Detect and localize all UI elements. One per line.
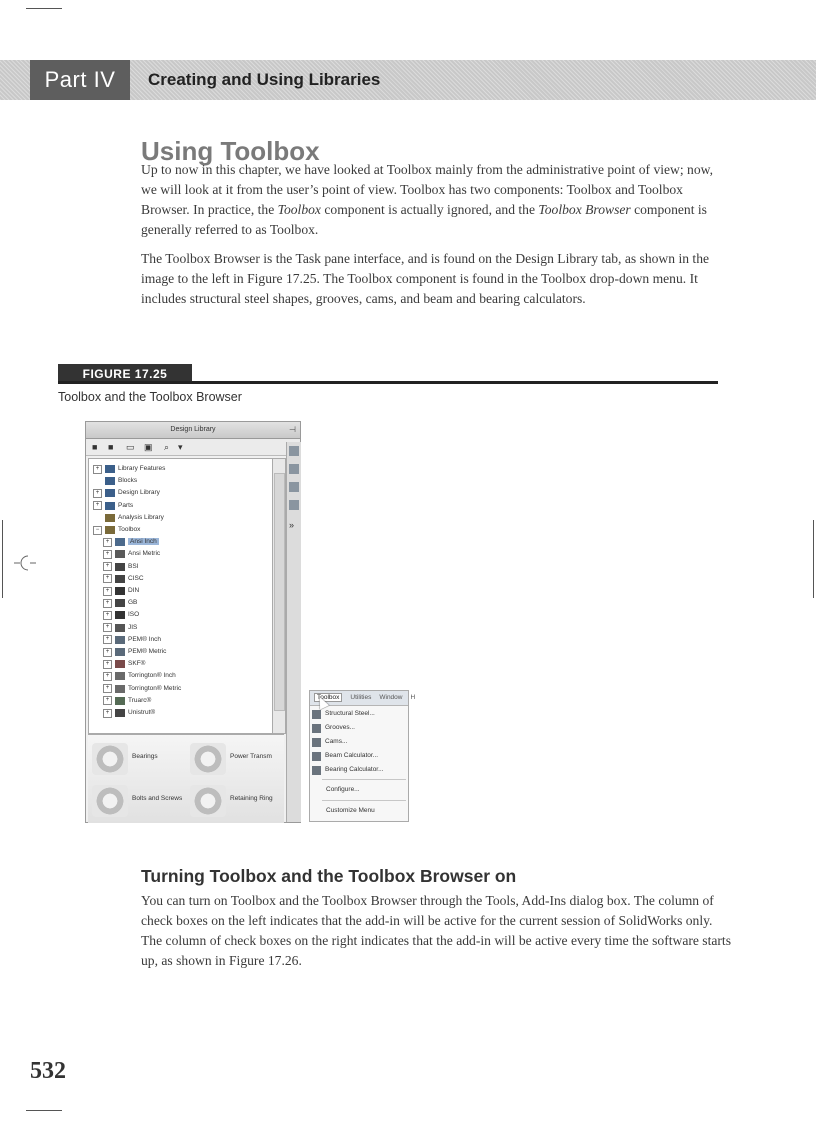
- library-folder-icon: [105, 526, 115, 534]
- library-folder-icon: [115, 575, 125, 583]
- menu-item[interactable]: [312, 722, 406, 734]
- toolbox-menu: [309, 690, 416, 822]
- expand-toggle-icon[interactable]: +: [103, 562, 112, 571]
- expand-toggle-icon[interactable]: +: [103, 648, 112, 657]
- menu-item-label: Configure...: [326, 786, 360, 793]
- tree-item-label: BSI: [128, 562, 139, 570]
- menu-bar-item[interactable]: H: [410, 694, 416, 701]
- expand-toggle-icon[interactable]: +: [93, 489, 102, 498]
- tree-item-label: Torrington® Inch: [128, 672, 176, 680]
- pin-icon[interactable]: ⊣: [289, 425, 296, 434]
- pane-toolbar: [86, 439, 300, 456]
- paragraph-2: The Toolbox Browser is the Task pane interface, and is found on the Design Library tab, as shown in the image to the left in Figure 17.25. The Toolbox component is found in the Toolbox drop-down menu. It includes structural steel shapes, grooves, cams, and beam and bearing calculators.: [141, 251, 710, 306]
- library-folder-icon: [115, 636, 125, 644]
- tree-item[interactable]: [103, 683, 181, 695]
- library-folder-icon: [115, 599, 125, 607]
- search-icon[interactable]: ⌕: [164, 442, 170, 452]
- expand-toggle-icon[interactable]: +: [103, 684, 112, 693]
- tree-item[interactable]: [93, 463, 165, 475]
- tree-item[interactable]: [103, 658, 145, 670]
- expand-toggle-icon[interactable]: +: [103, 696, 112, 705]
- menu-separator: [322, 779, 406, 780]
- tree-item-label: DIN: [128, 587, 140, 594]
- tree-item-label: Design Library: [118, 489, 160, 497]
- library-folder-icon: [105, 514, 115, 522]
- menu-item[interactable]: [326, 805, 420, 817]
- category-thumbnail-icon: [190, 743, 226, 775]
- tree-item-label: Analysis Library: [118, 513, 164, 521]
- menu-item-icon: [312, 752, 321, 761]
- design-library-tab-icon[interactable]: [289, 464, 299, 474]
- menu-item-icon: [312, 766, 321, 775]
- expand-toggle-icon[interactable]: +: [93, 501, 102, 510]
- tree-item[interactable]: [93, 524, 140, 536]
- tree-item[interactable]: [103, 609, 139, 621]
- pane-title-bar: [86, 422, 300, 439]
- category-thumbnail-icon: [190, 785, 226, 817]
- tree-item-label: Ansi Metric: [128, 550, 161, 558]
- expand-toggle-icon[interactable]: +: [103, 672, 112, 681]
- tree-item[interactable]: [93, 500, 133, 512]
- tree-item[interactable]: [103, 646, 166, 658]
- page-number: 532: [30, 1058, 66, 1084]
- expand-toggle-icon[interactable]: +: [103, 599, 112, 608]
- expand-toggle-icon[interactable]: +: [103, 709, 112, 718]
- menu-item-icon: [312, 738, 321, 747]
- tree-item-label: PEM® Metric: [128, 648, 167, 655]
- section-title: Using Toolbox: [141, 136, 320, 166]
- tree-item-label: GB: [128, 599, 138, 607]
- library-folder-icon: [115, 624, 125, 632]
- library-tree: [88, 458, 274, 734]
- tree-item-label: Truarc®: [128, 696, 152, 704]
- scrollbar-thumb[interactable]: [274, 473, 285, 711]
- tree-item-label: PEM® Inch: [128, 635, 161, 643]
- tree-item-label: Library Features: [118, 465, 166, 472]
- tree-item[interactable]: [103, 670, 176, 682]
- menu-bar-item[interactable]: Toolbox: [314, 693, 342, 702]
- category-thumbnail-icon: [92, 743, 128, 775]
- emphasis-toolbox-browser: Toolbox Browser: [538, 202, 631, 217]
- expand-toggle-icon[interactable]: +: [103, 635, 112, 644]
- menu-item[interactable]: [312, 750, 406, 762]
- tree-item[interactable]: [103, 634, 161, 646]
- expand-toggle-icon[interactable]: −: [93, 526, 102, 535]
- tree-item-label: Torrington® Metric: [128, 684, 182, 692]
- crop-mark-bottom: [26, 1110, 62, 1111]
- tree-scrollbar[interactable]: [272, 458, 286, 734]
- figure-rule: [58, 381, 718, 384]
- menu-bar-item[interactable]: Window: [379, 694, 403, 701]
- emphasis-toolbox: Toolbox: [277, 202, 321, 217]
- menu-item[interactable]: [312, 764, 406, 776]
- crop-mark-left: [2, 520, 3, 598]
- part-label: Part IV: [30, 60, 130, 100]
- menu-item-label: Grooves...: [325, 724, 355, 731]
- menu-item[interactable]: [312, 708, 406, 720]
- expand-toggle-icon[interactable]: +: [93, 465, 102, 474]
- menu-item-label: Customize Menu: [326, 807, 375, 814]
- library-folder-icon: [115, 685, 125, 693]
- crop-mark-top: [26, 8, 62, 9]
- tree-item[interactable]: [93, 475, 137, 487]
- toolbox-category-panel: [88, 734, 284, 823]
- refresh-icon[interactable]: ▣: [144, 442, 153, 452]
- tree-item[interactable]: [103, 597, 137, 609]
- expand-chevron-icon[interactable]: »: [289, 520, 295, 530]
- tree-item[interactable]: [103, 707, 155, 719]
- library-folder-icon: [105, 477, 115, 485]
- subsection-title: Turning Toolbox and the Toolbox Browser on: [141, 866, 517, 886]
- crop-mark-right: [813, 520, 814, 598]
- tree-item[interactable]: [103, 585, 139, 597]
- library-folder-icon: [115, 709, 125, 717]
- library-folder-icon: [105, 502, 115, 510]
- tree-item-label: SKF®: [128, 660, 146, 668]
- library-folder-icon: [115, 550, 125, 558]
- create-folder-icon[interactable]: ■: [108, 442, 114, 452]
- expand-toggle-icon[interactable]: +: [103, 538, 112, 547]
- category-thumbnail-icon: [92, 785, 128, 817]
- task-pane-tabs: [286, 442, 301, 822]
- category-label: Power Transm: [230, 753, 272, 760]
- paragraph-3: You can turn on Toolbox and the Toolbox Browser through the Tools, Add-Ins dialog box. The column of check boxes on the left indicates that the add-in will be active for the current session of SolidWorks only. The column of check boxes on the right indicates that the add-in will be active every time the software starts up, as shown in Figure 17.26.: [141, 893, 732, 968]
- tree-item-label: Unistrut®: [128, 709, 156, 716]
- tree-item[interactable]: [103, 561, 138, 573]
- expand-toggle-icon[interactable]: +: [103, 550, 112, 559]
- tree-item[interactable]: [93, 487, 160, 499]
- menu-item-icon: [312, 724, 321, 733]
- menu-item-label: Beam Calculator...: [325, 752, 379, 759]
- toolbox-category[interactable]: [186, 781, 284, 821]
- category-label: Retaining Ring: [230, 795, 273, 802]
- library-folder-icon: [115, 563, 125, 571]
- part-title: Creating and Using Libraries: [148, 70, 381, 89]
- menu-bar-item[interactable]: Utilities: [350, 694, 372, 701]
- library-folder-icon: [105, 489, 115, 497]
- tree-item[interactable]: [103, 622, 137, 634]
- add-file-location-icon[interactable]: ■: [92, 442, 98, 452]
- pane-title: Design Library: [170, 426, 216, 433]
- dropdown-arrow-icon[interactable]: ▾: [178, 442, 183, 452]
- tree-item[interactable]: [103, 548, 160, 560]
- tree-item[interactable]: [93, 512, 164, 524]
- expand-toggle-icon[interactable]: +: [103, 611, 112, 620]
- library-folder-icon: [115, 672, 125, 680]
- category-label: Bearings: [132, 753, 158, 760]
- figure-tag: FIGURE 17.25: [58, 364, 192, 384]
- menu-item[interactable]: [312, 736, 406, 748]
- figure-caption: Toolbox and the Toolbox Browser: [58, 390, 242, 404]
- tree-item-label: Ansi Inch: [130, 538, 157, 546]
- expand-toggle-icon[interactable]: +: [103, 660, 112, 669]
- design-library-pane: [85, 421, 301, 823]
- library-folder-icon: [115, 660, 125, 668]
- tree-item-label: Toolbox: [118, 526, 141, 533]
- library-folder-icon: [115, 697, 125, 705]
- tree-item-label: JIS: [128, 623, 138, 631]
- tree-item-label: ISO: [128, 611, 140, 619]
- library-folder-icon: [115, 538, 125, 546]
- menu-item-label: Bearing Calculator...: [325, 766, 384, 773]
- menu-separator: [322, 800, 406, 801]
- expand-toggle-icon[interactable]: +: [103, 623, 112, 632]
- expand-toggle-icon[interactable]: +: [103, 587, 112, 596]
- menu-item-label: Structural Steel...: [325, 710, 375, 717]
- view-palette-tab-icon[interactable]: [289, 500, 299, 510]
- category-label: Bolts and Screws: [132, 795, 183, 802]
- toolbox-category[interactable]: [88, 781, 186, 821]
- paragraph-1: Up to now in this chapter, we have looked at Toolbox mainly from the administrative point of view; now, we will look at it from the user’s point of view. Toolbox has two components: Toolbox and Toolbox Browser. In practice, the Toolbox component is actually ignored, and the Toolbox Browser component is generally referred to as Toolbox.: [141, 162, 713, 237]
- file-explorer-tab-icon[interactable]: [289, 482, 299, 492]
- registration-mark-icon: [14, 552, 36, 574]
- tree-item-label: Parts: [118, 501, 134, 509]
- home-tab-icon[interactable]: [289, 446, 299, 456]
- tree-item-label: CISC: [128, 574, 144, 582]
- menu-item[interactable]: [326, 784, 420, 796]
- toolbox-category[interactable]: [88, 739, 186, 779]
- tree-item[interactable]: [103, 573, 144, 585]
- menu-item-label: Cams...: [325, 738, 348, 745]
- library-folder-icon: [115, 611, 125, 619]
- toolbox-category[interactable]: [186, 739, 284, 779]
- library-folder-icon: [105, 465, 115, 473]
- expand-toggle-icon[interactable]: +: [103, 574, 112, 583]
- menu-item-icon: [312, 710, 321, 719]
- tree-item[interactable]: [103, 536, 159, 548]
- folder-icon[interactable]: ▭: [126, 442, 135, 452]
- tree-item[interactable]: [103, 695, 151, 707]
- library-folder-icon: [115, 587, 125, 595]
- library-folder-icon: [115, 648, 125, 656]
- tree-item-label: Blocks: [118, 477, 138, 485]
